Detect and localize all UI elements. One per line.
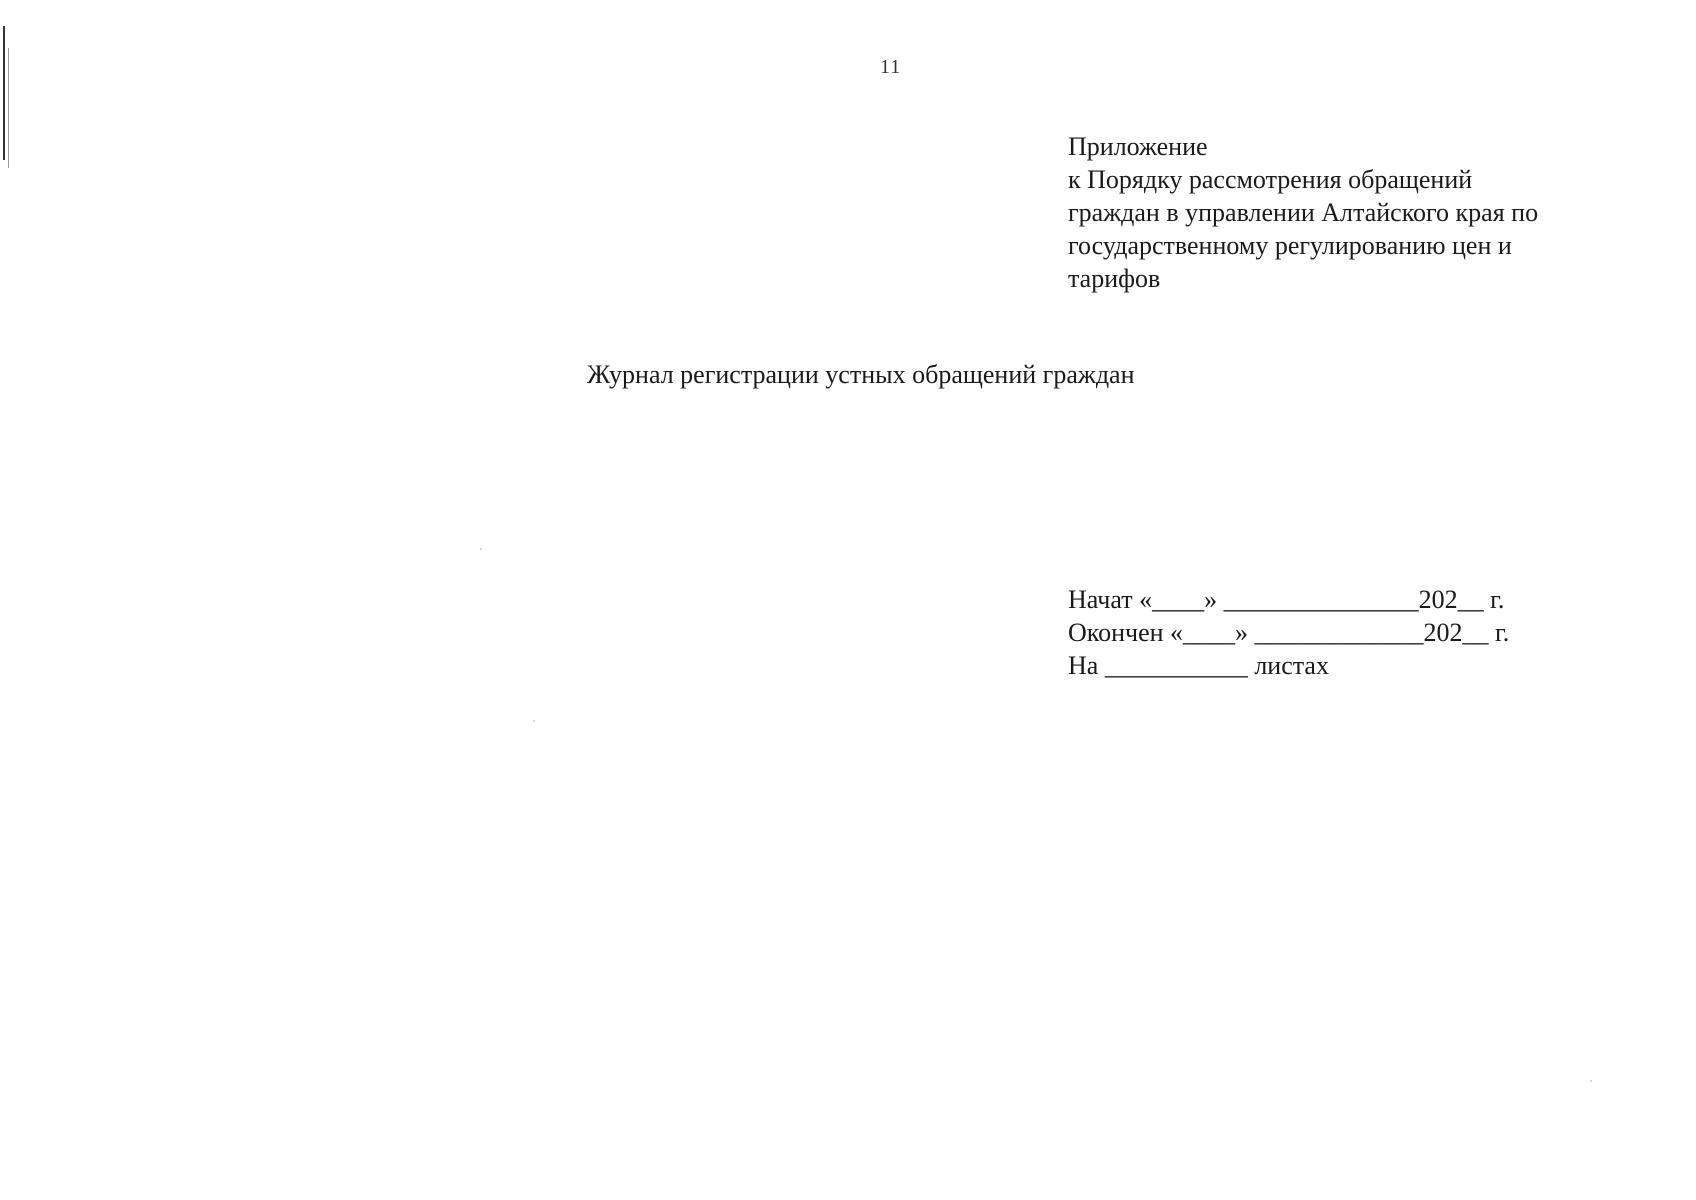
sheets-line: На ___________ листах bbox=[1068, 651, 1329, 680]
appendix-line: Приложение bbox=[1068, 132, 1208, 161]
scan-speck bbox=[533, 720, 535, 722]
finished-line: Окончен «____» _____________202__ г. bbox=[1068, 618, 1510, 647]
appendix-line: государственному регулированию цен и bbox=[1068, 231, 1512, 260]
scan-speck bbox=[480, 548, 482, 550]
page-number: 11 bbox=[880, 56, 902, 78]
journal-title: Журнал регистрации устных обращений граждан bbox=[587, 360, 1135, 389]
appendix-header bbox=[1068, 130, 1628, 295]
register-block bbox=[1068, 583, 1509, 682]
scan-edge-line-thin bbox=[8, 48, 9, 168]
scan-speck bbox=[1590, 1080, 1592, 1082]
appendix-line: тарифов bbox=[1068, 264, 1161, 293]
appendix-line: граждан в управлении Алтайского края по bbox=[1068, 198, 1539, 227]
scan-edge-line bbox=[3, 26, 5, 160]
started-line: Начат «____» _______________202__ г. bbox=[1068, 585, 1505, 614]
appendix-line: к Порядку рассмотрения обращений bbox=[1068, 165, 1473, 194]
